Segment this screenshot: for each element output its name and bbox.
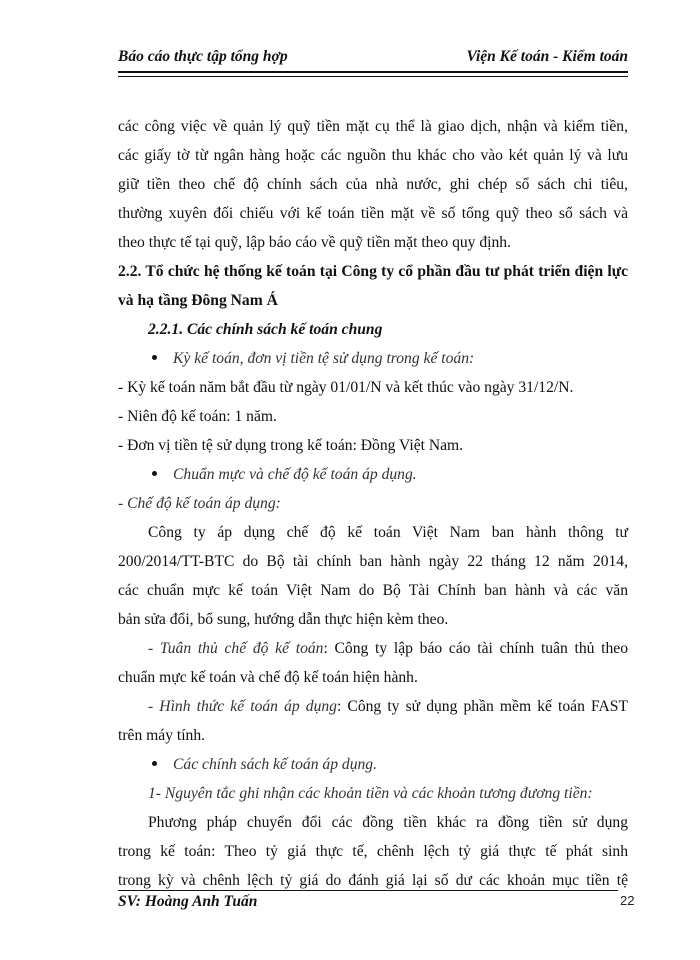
bullet-item: [118, 460, 628, 489]
bullet-icon: [152, 761, 157, 766]
heading-line: và hạ tầng Đông Nam Á: [118, 292, 278, 309]
text-line: bản sửa đổi, bổ sung, hướng dẫn thực hiện kèm theo.: [118, 611, 449, 628]
dash-item-italic: - Chế độ kế toán áp dụng:: [118, 495, 281, 512]
header-divider: [118, 71, 628, 77]
text-line: chuẩn mực kế toán và chế độ kế toán hiện hành.: [118, 669, 418, 686]
form-label: - Hình thức kế toán áp dụng: [148, 698, 337, 715]
text-line: theo thực tế tại quỹ, lập báo cáo về quỹ tiền mặt theo quy định.: [118, 234, 511, 251]
text-line: Phương pháp chuyển đổi các đồng tiền khác ra đồng tiền sử dụng: [148, 814, 628, 831]
text-line: các chuẩn mực kế toán Việt Nam do Bộ Tài Chính ban hành và các văn: [118, 582, 628, 599]
section-heading-2-2: [118, 257, 628, 315]
text-line: [118, 692, 628, 721]
text-line: [118, 634, 628, 663]
bullet-text: Chuẩn mực và chế độ kế toán áp dụng.: [173, 466, 417, 483]
text-line: giữ tiền theo chế độ chính sách của nhà nước, ghi chép sổ sách chi tiêu,: [118, 176, 628, 193]
text-line: trên máy tính.: [118, 727, 206, 744]
section-heading-2-2-1: 2.2.1. Các chính sách kế toán chung: [148, 321, 383, 338]
text-line: thường xuyên đối chiếu với kế toán tiền mặt về số tổng quỹ theo sổ sách và: [118, 205, 628, 222]
compliance-label: - Tuân thủ chế độ kế toán: [148, 640, 324, 657]
numbered-item: 1- Nguyên tắc ghi nhận các khoản tiền và các khoản tương đương tiền:: [148, 785, 593, 802]
dash-item: - Đơn vị tiền tệ sử dụng trong kế toán: Đồng Việt Nam.: [118, 437, 464, 454]
text-line: các giấy tờ từ ngân hàng hoặc các nguồn thu khác cho vào két quản lý và lưu: [118, 147, 628, 164]
footer-divider: [118, 890, 618, 891]
dash-item: - Niên độ kế toán: 1 năm.: [118, 408, 277, 425]
text-line: Công ty áp dụng chế độ kế toán Việt Nam ban hành thông tư: [148, 524, 628, 541]
bullet-icon: [152, 471, 157, 476]
paragraph-cashier-duties: [118, 112, 628, 257]
header-institute: Viện Kế toán - Kiểm toán: [466, 48, 628, 65]
dash-item: - Kỳ kế toán năm bắt đầu từ ngày 01/01/N và kết thúc vào ngày 31/12/N.: [118, 379, 574, 396]
paragraph-exchange-method: [118, 808, 628, 895]
bullet-item: [118, 750, 628, 779]
page-number: 22: [620, 893, 635, 908]
form-text: : Công ty sử dụng phần mềm kế toán FAST: [336, 698, 628, 715]
bullet-text: Các chính sách kế toán áp dụng.: [173, 756, 377, 773]
footer-student-name: SV: Hoàng Anh Tuấn: [118, 893, 258, 910]
text-line: 200/2014/TT-BTC do Bộ tài chính ban hành ngày 22 tháng 12 năm 2014,: [118, 553, 628, 570]
compliance-text: : Công ty lập báo cáo tài chính tuân thủ theo: [323, 640, 629, 657]
bullet-icon: [152, 355, 157, 360]
page-header: [118, 48, 628, 70]
bullet-item: [118, 344, 628, 373]
bullet-text: Kỳ kế toán, đơn vị tiền tệ sử dụng trong kế toán:: [173, 350, 475, 367]
text-line: các công việc về quản lý quỹ tiền mặt cụ thể là giao dịch, nhận và kiểm tiền,: [118, 118, 628, 135]
paragraph-compliance: [118, 634, 628, 692]
text-line: trong kỳ và chênh lệch tỷ giá do đánh giá lại số dư các khoản mục tiền tệ: [118, 872, 628, 889]
heading-line: 2.2. Tổ chức hệ thống kế toán tại Công ty cổ phần đầu tư phát triển điện lực: [118, 263, 628, 280]
paragraph-accounting-form: [118, 692, 628, 750]
paragraph-accounting-regime: [118, 518, 628, 634]
header-report-title: Báo cáo thực tập tổng hợp: [118, 48, 288, 65]
document-body: [118, 112, 628, 895]
text-line: trong kế toán: Theo tỷ giá thực tế, chênh lệch tỷ giá thực tế phát sinh: [118, 843, 628, 860]
